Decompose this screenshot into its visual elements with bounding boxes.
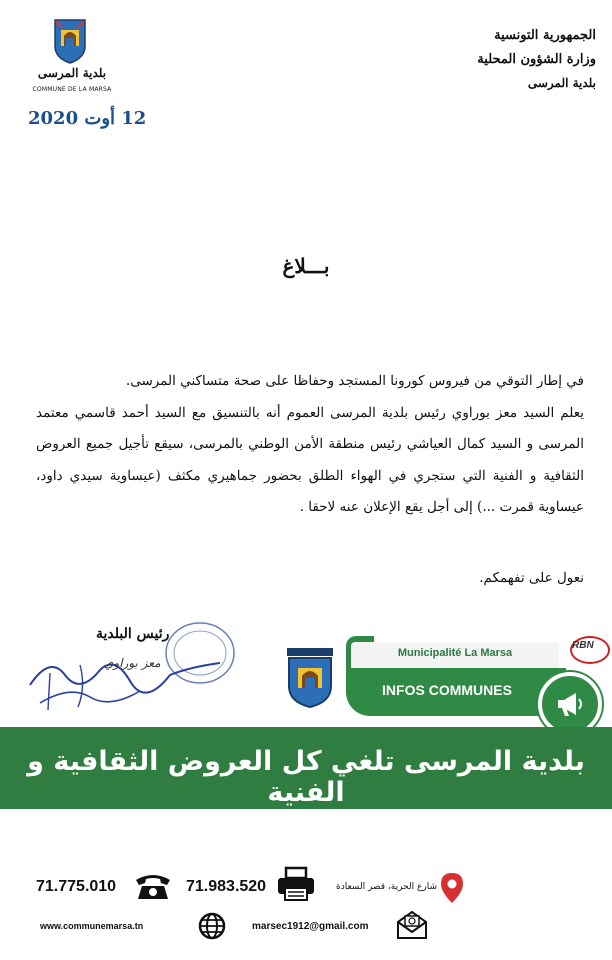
email-icon	[396, 910, 428, 940]
logo-text-arabic: بلدية المرسى	[37, 66, 107, 80]
badge-infos-label: INFOS COMMUNES	[382, 682, 512, 698]
municipality-heading: بلدية المرسى	[527, 76, 596, 90]
globe-icon	[198, 912, 226, 940]
municipality-crest	[52, 18, 88, 64]
website-text: www.communemarsa.tn	[40, 921, 144, 931]
municipality-crest-small	[285, 648, 335, 708]
fax-icon	[276, 866, 316, 902]
location-pin-icon	[440, 872, 464, 904]
signatory-name: معز بوراوي	[104, 656, 161, 670]
fax-number: 71.983.520	[186, 878, 267, 895]
email-text: marsec1912@gmail.com	[252, 921, 369, 932]
rbn-logo: RBN	[572, 640, 594, 651]
logo-text-french: COMMUNE DE LA MARSA	[32, 86, 112, 93]
phone-number: 71.775.010	[36, 878, 117, 895]
signatory-title: رئيس البلدية	[96, 626, 170, 642]
announcement-body	[36, 366, 584, 524]
ministry-heading: وزارة الشؤون المحلية	[477, 52, 596, 67]
republic-heading: الجمهورية التونسية	[494, 28, 596, 43]
body-paragraph: يعلم السيد معز بوراوي رئيس بلدية المرسى العموم أنه بالتنسيق مع السيد أحمد قاسمي معتمد المرسى و السيد كمال العياشي رئيس منطقة الأمن الوطني بالمرسى، سيقع تأجيل جميع العروض الثقافية و الفنية التي ستجري في الهواء الطلق بحضور جماهيري مكثف (عيساوية سيدي داود، عيساوية قمرت ...) إلى أجل يقع الإعلان عنه لاحقا .	[36, 404, 584, 515]
body-paragraph: في إطار التوقي من فيروس كورونا المستجد وحفاظا على صحة متساكني المرسى.	[125, 373, 584, 389]
document-date: 12 أوت 2020	[28, 108, 147, 129]
announcement-title: بـــلاغ	[282, 254, 330, 278]
badge-municipality-label: Municipalité La Marsa	[397, 647, 513, 659]
address-text: شارع الحرية، قصر السعادة	[336, 882, 437, 892]
megaphone-icon	[554, 688, 586, 720]
headline-text: بلدية المرسى تلغي كل العروض الثقافية و الفنية	[27, 746, 585, 808]
telephone-icon	[134, 872, 172, 900]
closing-line: نعول على تفهمكم.	[479, 570, 584, 586]
